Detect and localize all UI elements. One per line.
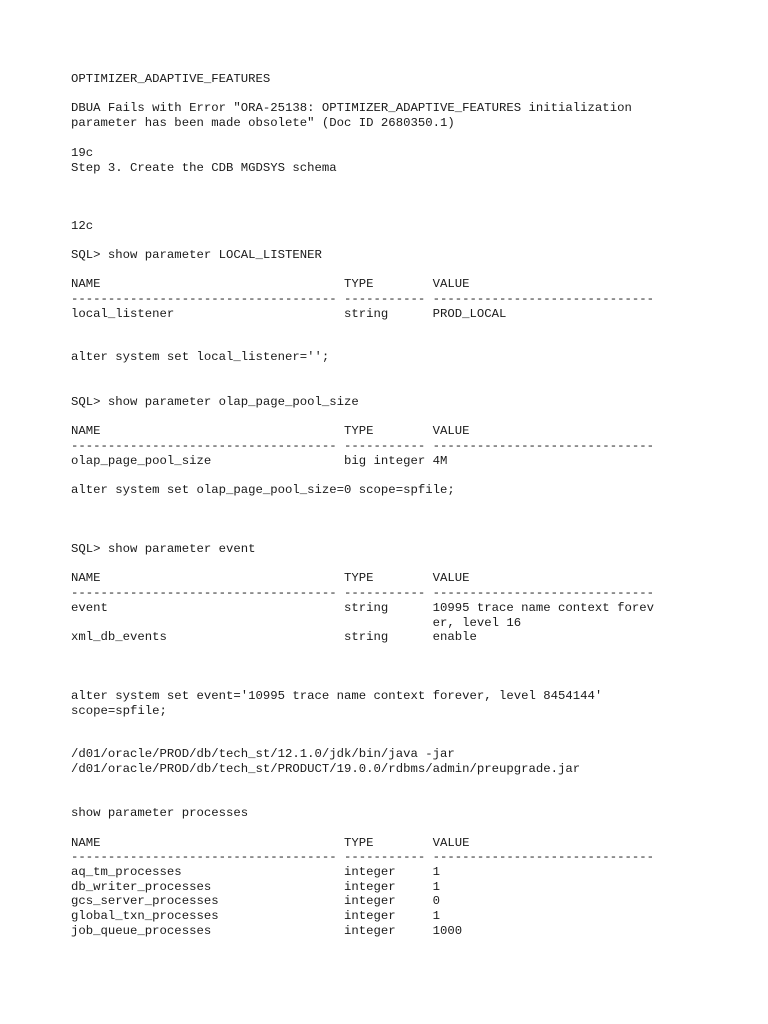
table-separator-row: ------------------------------------ ----------- ------------------------------ xyxy=(71,292,654,306)
sql-show-olap-page-pool-size: SQL> show parameter olap_page_pool_size xyxy=(71,395,359,409)
table-header-row: NAME TYPE VALUE xyxy=(71,424,470,438)
doc-reference-line-2: parameter has been made obsolete" (Doc ID 2680350.1) xyxy=(71,116,455,130)
version-12c-label: 12c xyxy=(71,219,94,233)
table-row: xml_db_events string enable xyxy=(71,630,477,644)
table-separator-row: ------------------------------------ ----------- ------------------------------ xyxy=(71,850,654,864)
sql-show-event: SQL> show parameter event xyxy=(71,542,256,556)
alter-event-command-line-1: alter system set event='10995 trace name context forever, level 8454144' xyxy=(71,689,603,703)
step-3-text: Step 3. Create the CDB MGDSYS schema xyxy=(71,161,337,175)
alter-olap-page-pool-size-command: alter system set olap_page_pool_size=0 scope=spfile; xyxy=(71,483,455,497)
table-row: aq_tm_processes integer 1 xyxy=(71,865,440,879)
table-row: db_writer_processes integer 1 xyxy=(71,880,440,894)
table-row: job_queue_processes integer 1000 xyxy=(71,924,463,938)
table-row-continuation: er, level 16 xyxy=(71,616,522,630)
table-header-row: NAME TYPE VALUE xyxy=(71,836,470,850)
version-19c-label: 19c xyxy=(71,146,94,160)
table-separator-row: ------------------------------------ ----------- ------------------------------ xyxy=(71,439,654,453)
java-command-line-1: /d01/oracle/PROD/db/tech_st/12.1.0/jdk/bin/java -jar xyxy=(71,747,455,761)
alter-local-listener-command: alter system set local_listener=''; xyxy=(71,350,330,364)
java-command-line-2: /d01/oracle/PROD/db/tech_st/PRODUCT/19.0.0/rdbms/admin/preupgrade.jar xyxy=(71,762,581,776)
show-parameter-processes: show parameter processes xyxy=(71,806,249,820)
sql-show-local-listener: SQL> show parameter LOCAL_LISTENER xyxy=(71,248,322,262)
table-row: local_listener string PROD_LOCAL xyxy=(71,307,507,321)
table-header-row: NAME TYPE VALUE xyxy=(71,571,470,585)
table-row: gcs_server_processes integer 0 xyxy=(71,894,440,908)
table-row: olap_page_pool_size big integer 4M xyxy=(71,454,448,468)
table-header-row: NAME TYPE VALUE xyxy=(71,277,470,291)
table-row: global_txn_processes integer 1 xyxy=(71,909,440,923)
alter-event-command-line-2: scope=spfile; xyxy=(71,704,167,718)
doc-reference-line-1: DBUA Fails with Error "ORA-25138: OPTIMIZER_ADAPTIVE_FEATURES initialization xyxy=(71,101,632,115)
table-row: event string 10995 trace name context forev xyxy=(71,601,654,615)
heading-optimizer-adaptive-features: OPTIMIZER_ADAPTIVE_FEATURES xyxy=(71,72,271,86)
table-separator-row: ------------------------------------ ----------- ------------------------------ xyxy=(71,586,654,600)
